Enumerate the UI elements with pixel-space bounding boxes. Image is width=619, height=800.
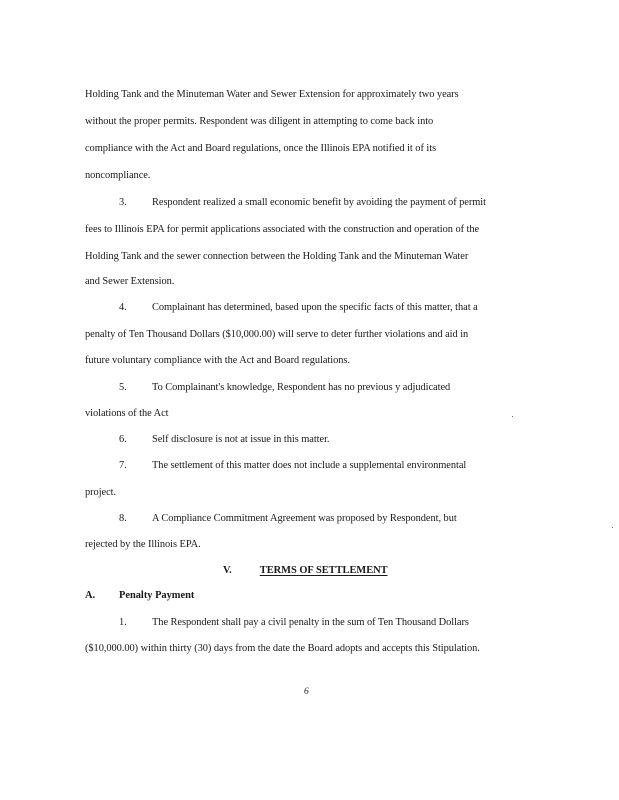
paragraph-line: ($10,000.00) within thirty (30) days from the date the Board adopts and accepts this Stipulation.: [85, 643, 480, 654]
section-title: TERMS OF SETTLEMENT: [259, 565, 388, 576]
paragraph-line: To Complainant's knowledge, Respondent has no previous y adjudicated: [152, 382, 451, 393]
paragraph-number: 1.: [119, 617, 127, 628]
subsection-letter: A.: [85, 590, 96, 601]
paragraph-line: Self disclosure is not at issue in this matter.: [152, 434, 330, 445]
scan-speck: [512, 416, 513, 417]
page-number: 6: [304, 687, 309, 697]
paragraph-line: compliance with the Act and Board regulations, once the Illinois EPA notified it of its: [85, 143, 437, 154]
section-numeral: V.: [223, 565, 232, 576]
paragraph-number: 4.: [119, 302, 127, 313]
paragraph-number: 7.: [119, 460, 127, 471]
paragraph-line: project.: [85, 487, 117, 498]
paragraph-line: The settlement of this matter does not include a supplemental environmental: [152, 460, 467, 471]
paragraph-number: 5.: [119, 382, 127, 393]
paragraph-line: violations of the Act: [85, 408, 169, 419]
paragraph-line: noncompliance.: [85, 170, 151, 181]
paragraph-line: and Sewer Extension.: [85, 276, 175, 287]
subsection-title: Penalty Payment: [119, 590, 195, 601]
paragraph-line: fees to Illinois EPA for permit applications associated with the construction and operation of the: [85, 224, 480, 235]
paragraph-number: 6.: [119, 434, 127, 445]
paragraph-line: penalty of Ten Thousand Dollars ($10,000.00) will serve to deter further violations and aid in: [85, 329, 469, 340]
section-heading: [223, 565, 388, 577]
paragraph-line: future voluntary compliance with the Act and Board regulations.: [85, 355, 350, 366]
paragraph-line: without the proper permits. Respondent was diligent in attempting to come back into: [85, 116, 434, 127]
scan-speck: [612, 527, 613, 528]
paragraph-number: 8.: [119, 513, 127, 524]
paragraph-line: Holding Tank and the Minuteman Water and Sewer Extension for approximately two years: [85, 89, 459, 100]
paragraph-line: The Respondent shall pay a civil penalty in the sum of Ten Thousand Dollars: [152, 617, 469, 628]
paragraph-line: Holding Tank and the sewer connection between the Holding Tank and the Minuteman Water: [85, 251, 469, 262]
paragraph-line: Complainant has determined, based upon the specific facts of this matter, that a: [152, 302, 478, 313]
paragraph-line: A Compliance Commitment Agreement was proposed by Respondent, but: [152, 513, 457, 524]
paragraph-number: 3.: [119, 197, 127, 208]
paragraph-line: rejected by the Illinois EPA.: [85, 539, 201, 550]
paragraph-line: Respondent realized a small economic benefit by avoiding the payment of permit: [152, 197, 486, 208]
